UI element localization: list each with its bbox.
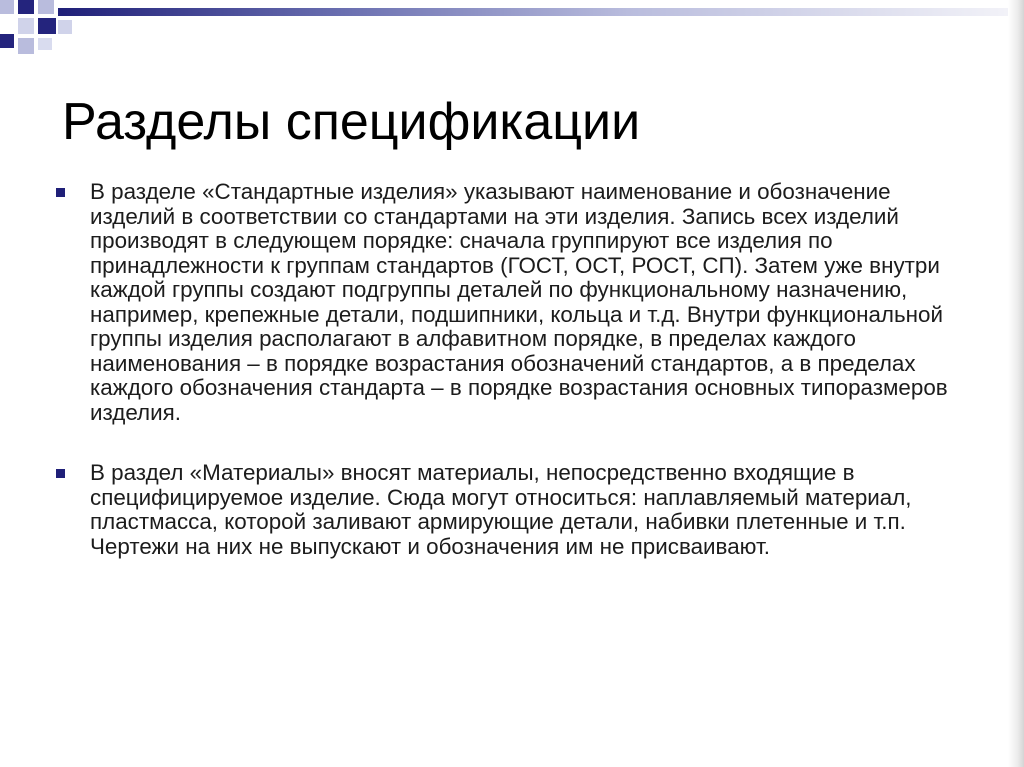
slide-title: Разделы спецификации: [62, 93, 641, 151]
slide-edge-shadow: [1008, 0, 1024, 767]
decor-square: [58, 20, 72, 34]
bullet-text: В раздел «Материалы» вносят материалы, непосредственно входящие в специфицируемое изделие. Сюда могут относиться: наплавляемый материал, пластмасса, которой заливают армирующие детали, набивки плетенные и т.п. Чертежи на них не выпускают и обозначения им не присваивают.: [90, 460, 912, 559]
decor-square: [18, 0, 34, 14]
decor-square: [0, 34, 14, 48]
square-bullet-icon: [56, 469, 65, 478]
bullet-list: [90, 180, 960, 595]
decor-square: [38, 0, 54, 14]
decor-square: [0, 0, 14, 14]
decor-square: [18, 18, 34, 34]
decor-square: [38, 18, 56, 34]
decor-square: [38, 38, 52, 50]
square-bullet-icon: [56, 188, 65, 197]
header-gradient-bar: [58, 8, 1008, 16]
bullet-item-materials: [90, 461, 960, 559]
bullet-text: В разделе «Стандартные изделия» указывают наименование и обозначение изделий в соответствии со стандартами на эти изделия. Запись всех изделий производят в следующем порядке: сначала группируют все изделия по принадлежности к группам стандартов (ГОСТ, ОСТ, РОСТ, СП). Затем уже внутри каждой группы создают подгруппы деталей по функциональному назначению, например, крепежные детали, подшипники, кольца и т.д. Внутри функциональной группы изделия располагают в алфавитном порядке, в пределах каждого наименования – в порядке возрастания обозначений стандартов, а в пределах каждого обозначения стандарта – в порядке возрастания основных типоразмеров изделия.: [90, 179, 948, 425]
bullet-item-standard-products: [90, 180, 960, 425]
decor-square: [18, 38, 34, 54]
